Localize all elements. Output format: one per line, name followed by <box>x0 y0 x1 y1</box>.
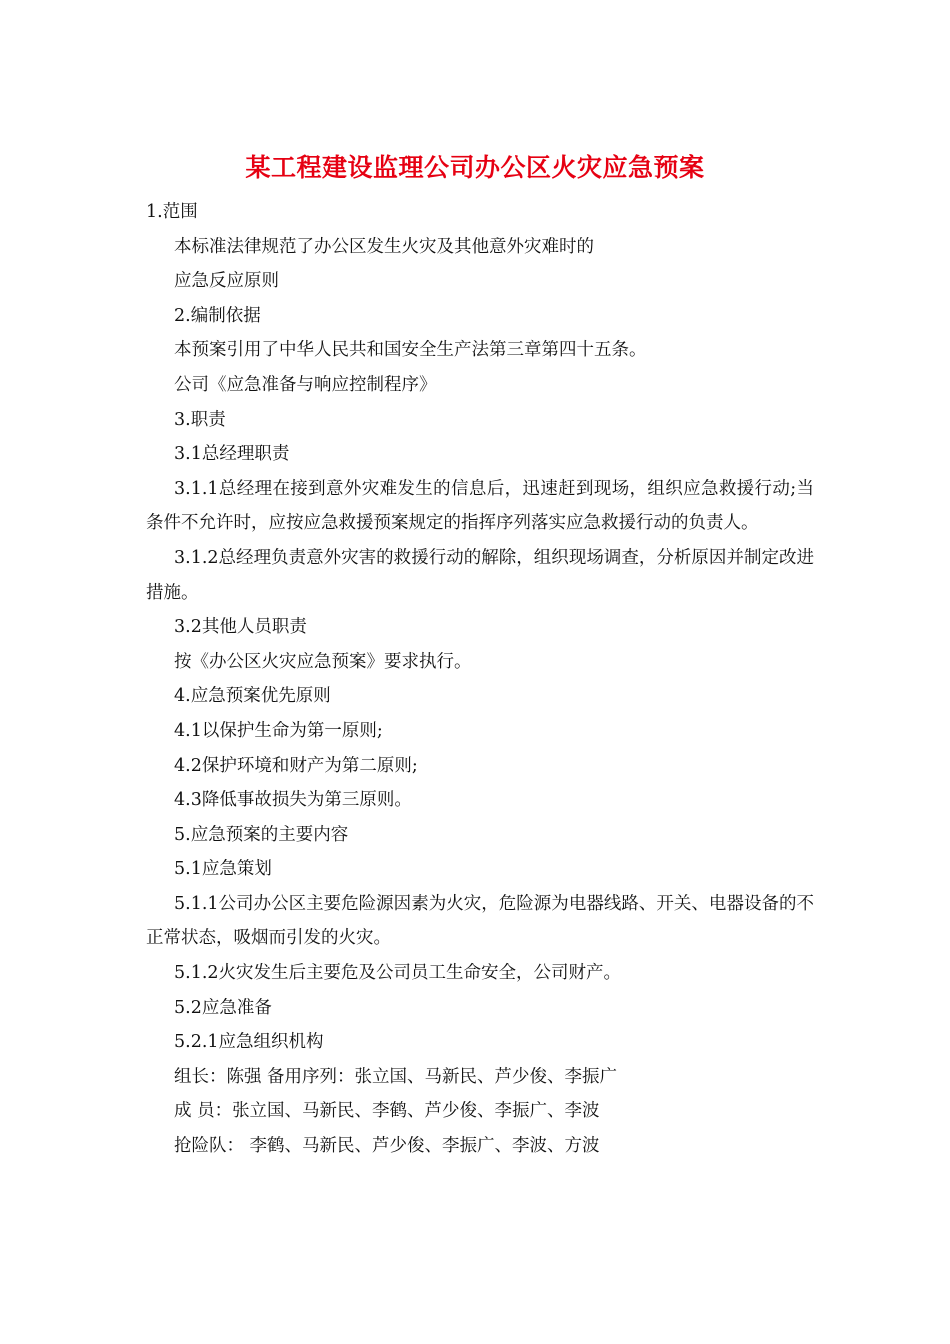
document-paragraph: 4.1以保护生命为第一原则; <box>174 720 383 741</box>
document-paragraph: 2.编制依据 <box>174 305 261 326</box>
document-paragraph: 3.1.1总经理在接到意外灾难发生的信息后，迅速赶到现场，组织应急救援行动;当条件不允许时，应按应急救援预案规定的指挥序列落实应急救援行动的负责人。 <box>146 478 814 534</box>
document-paragraph: 5.2.1应急组织机构 <box>174 1032 324 1053</box>
document-paragraph: 按《办公区火灾应急预案》要求执行。 <box>174 651 472 672</box>
document-paragraph: 5.1.2火灾发生后主要危及公司员工生命安全，公司财产。 <box>174 963 622 984</box>
document-body <box>146 195 814 1164</box>
document-paragraph: 5.1.1公司办公区主要危险源因素为火灾，危险源为电器线路、开关、电器设备的不正常状态，吸烟而引发的火灾。 <box>146 893 814 949</box>
document-paragraph: 3.2其他人员职责 <box>174 617 307 638</box>
document-paragraph: 3.1.2总经理负责意外灾害的救援行动的解除，组织现场调查，分析原因并制定改进措施。 <box>146 547 814 603</box>
document-title: 某工程建设监理公司办公区火灾应急预案 <box>245 153 705 182</box>
document-paragraph: 5.2应急准备 <box>174 997 272 1018</box>
document-paragraph: 4.应急预案优先原则 <box>174 686 331 707</box>
document-paragraph: 3.职责 <box>174 409 226 430</box>
document-paragraph: 抢险队： 李鹤、马新民、芦少俊、李振广、李波、方波 <box>174 1136 600 1157</box>
document-paragraph: 4.2保护环境和财产为第二原则; <box>174 755 418 776</box>
document-paragraph: 4.3降低事故损失为第三原则。 <box>174 790 412 811</box>
document-paragraph: 组长：陈强 备用序列：张立国、马新民、芦少俊、李振广 <box>174 1066 618 1087</box>
document-paragraph: 1.范围 <box>146 202 198 222</box>
document-paragraph: 5.应急预案的主要内容 <box>174 824 349 845</box>
document-paragraph: 应急反应原则 <box>174 271 279 292</box>
document-paragraph: 公司《应急准备与响应控制程序》 <box>174 374 437 395</box>
document-paragraph: 本标准法律规范了办公区发生火灾及其他意外灾难时的 <box>174 236 594 257</box>
document-paragraph: 3.1总经理职责 <box>174 444 290 465</box>
document-paragraph: 本预案引用了中华人民共和国安全生产法第三章第四十五条。 <box>174 340 647 361</box>
document-paragraph: 5.1应急策划 <box>174 859 272 880</box>
document-paragraph: 成 员：张立国、马新民、李鹤、芦少俊、李振广、李波 <box>174 1101 600 1122</box>
